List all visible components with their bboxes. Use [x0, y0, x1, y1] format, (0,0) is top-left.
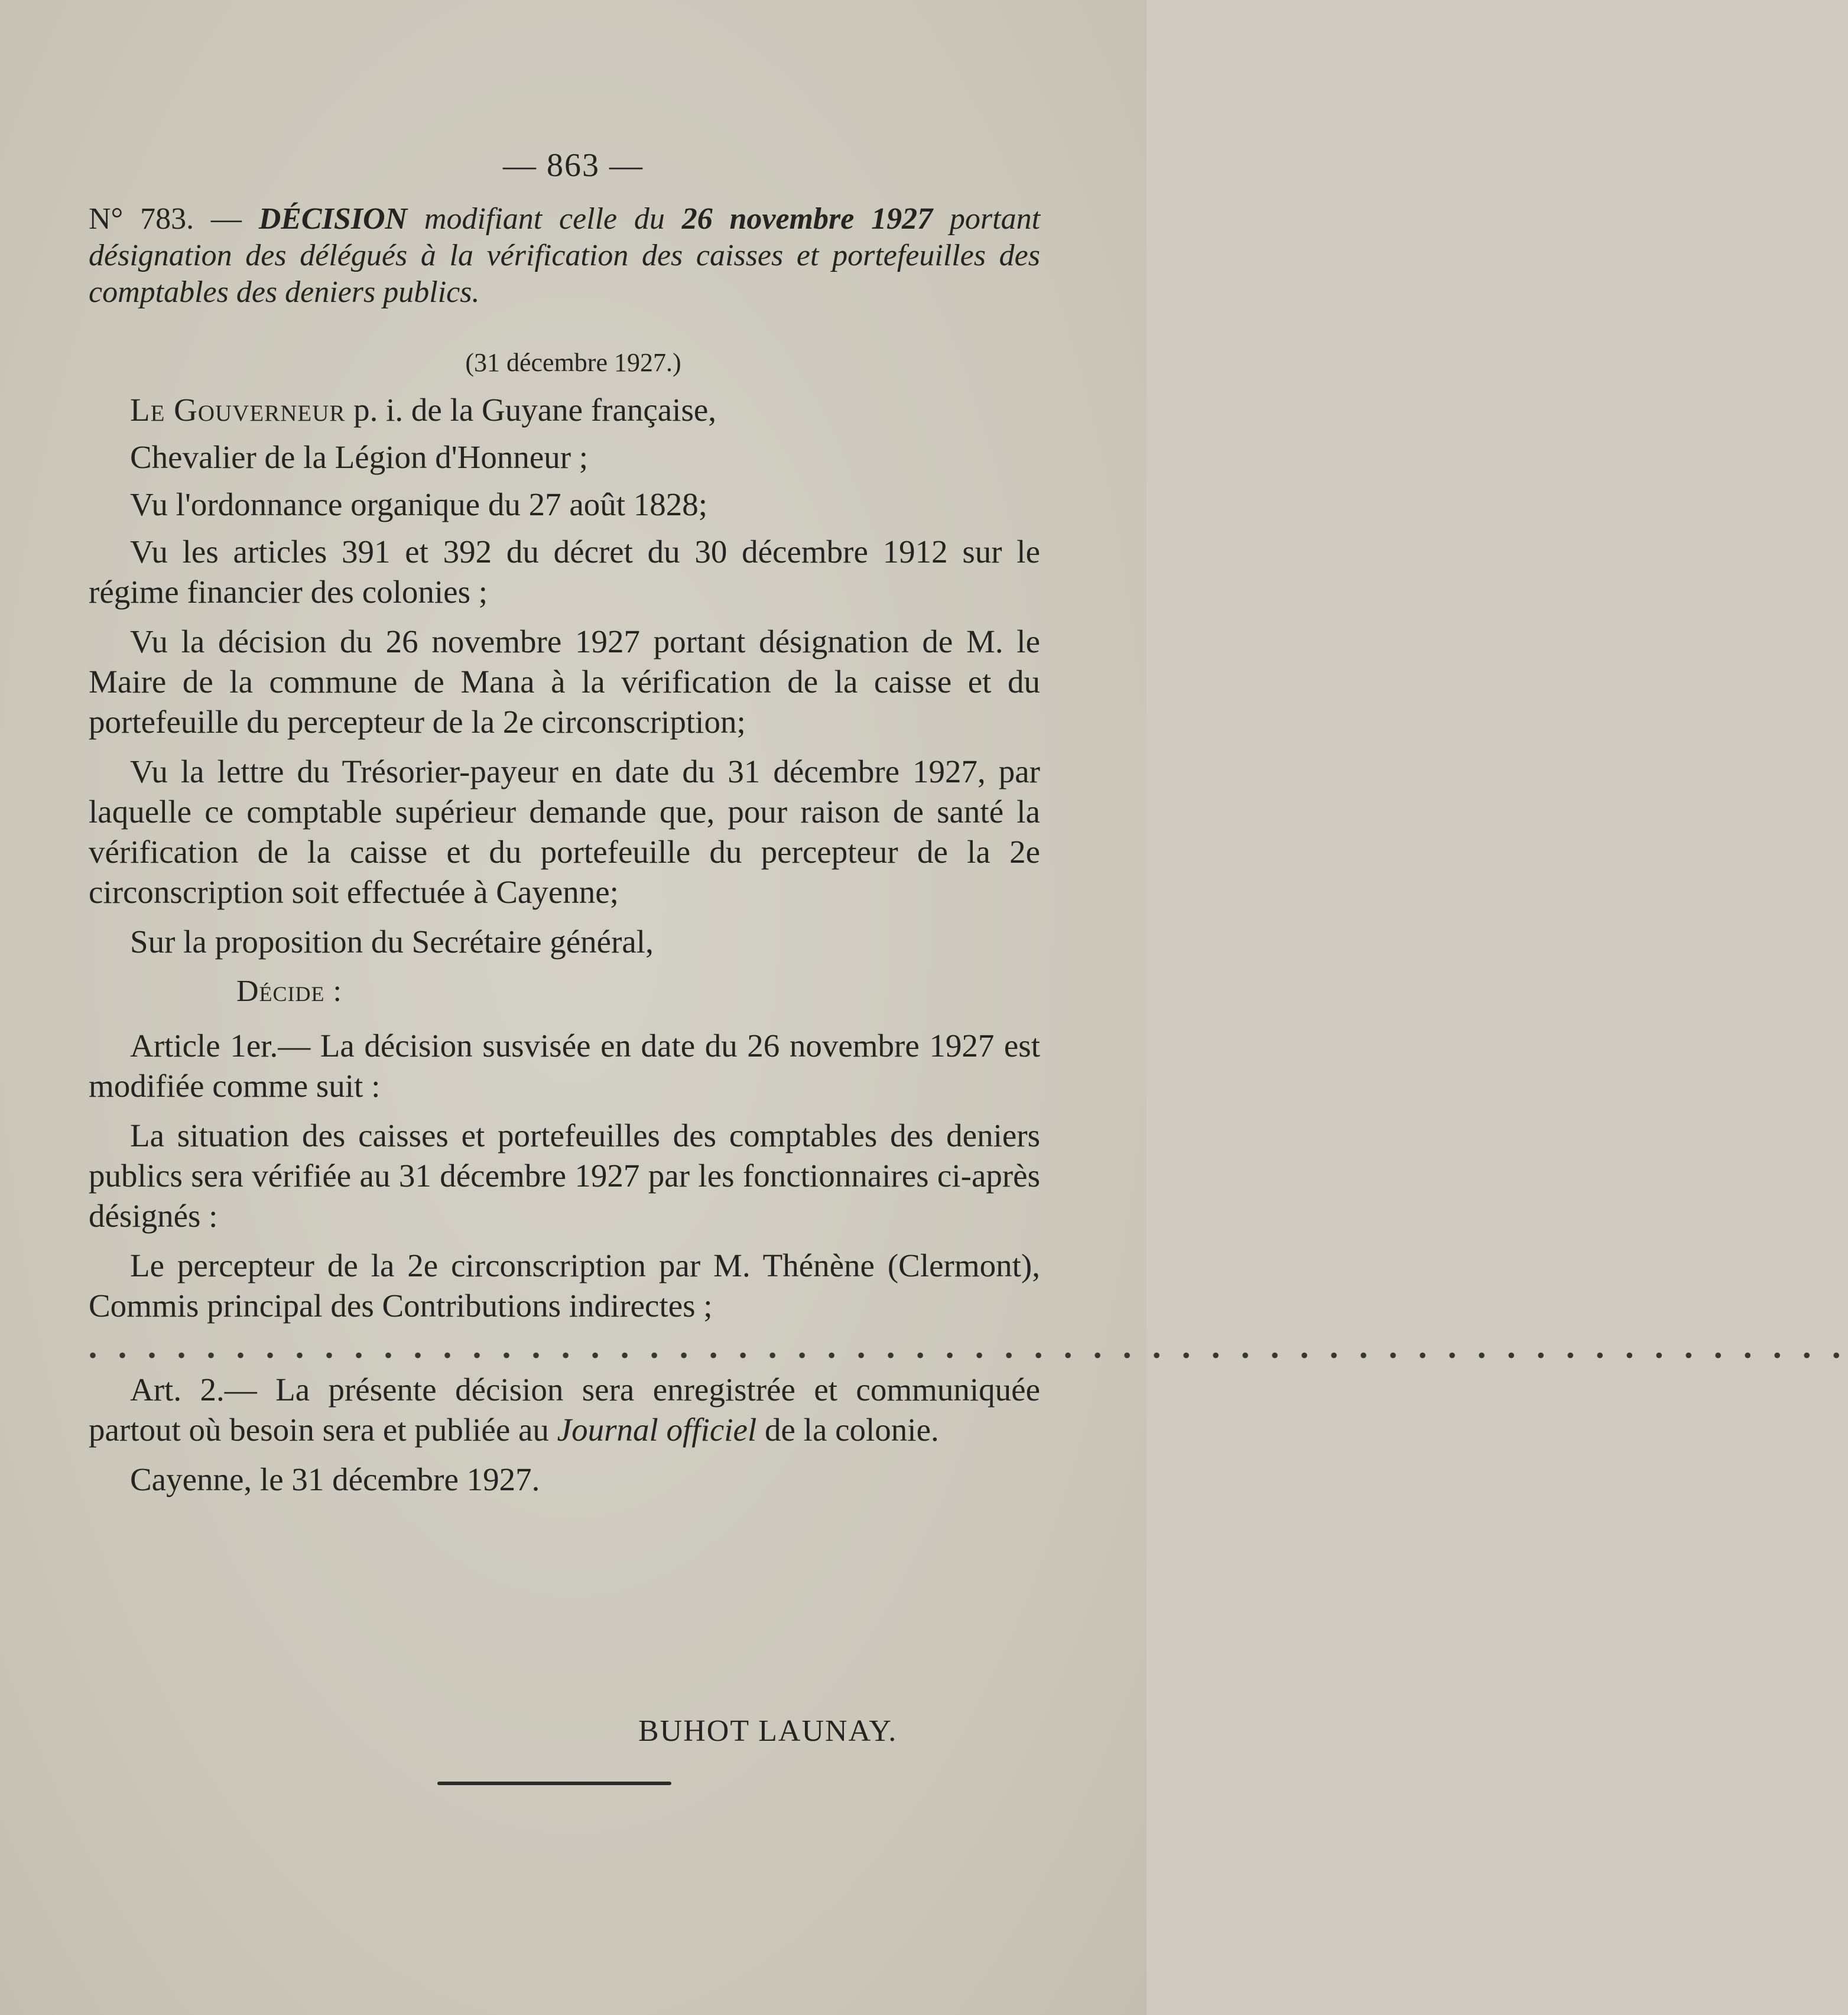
journal-officiel: Journal officiel [557, 1412, 757, 1448]
decision-subtitle: portant désignation des délégués à la vérification des caisses et portefeuilles des comptables des deniers publics. [89, 202, 1041, 309]
governor-line [89, 390, 1040, 430]
decision-heading [89, 201, 1040, 311]
proposition-line: Sur la proposition du Secrétaire général, [130, 924, 654, 960]
signature: BUHOT LAUNAY. [638, 1714, 898, 1748]
decision-date: (31 décembre 1927.) [465, 348, 681, 377]
situation-paragraph: La situation des caisses et portefeuilles des comptables des deniers publics sera vérifiée au 31 décembre 1927 par les fonctionnaires ci-après désignés : [89, 1117, 1040, 1234]
article-1-label: Article 1er.— [130, 1028, 311, 1064]
article-2-text: La présente décision sera enregistrée et communiquée partout où besoin sera et publiée au [89, 1372, 1040, 1448]
article-1 [89, 1026, 1040, 1106]
vu-ordonnance: Vu l'ordonnance organique du 27 août 1828; [130, 486, 708, 522]
decision-number: N° 783. — [89, 202, 242, 236]
decision-body [89, 390, 1848, 1509]
percepteur-paragraph: Le percepteur de la 2e circonscription par M. Thénène (Clermont), Commis principal des Contributions indirectes ; [89, 1247, 1040, 1324]
bottom-rule [437, 1782, 671, 1785]
governor-rest: p. i. de la Guyane française, [353, 392, 717, 428]
decision-title-rest: modifiant celle du [424, 202, 665, 236]
article-2 [89, 1370, 1040, 1450]
chevalier-line: Chevalier de la Légion d'Honneur ; [130, 439, 589, 475]
decision-title-date: 26 novembre 1927 [681, 202, 933, 236]
article-2-end: de la colonie. [765, 1412, 939, 1448]
article-2-label: Art. 2.— [130, 1372, 257, 1408]
closing-line: Cayenne, le 31 décembre 1927. [130, 1461, 540, 1497]
governor-title: Le Gouverneur [130, 392, 346, 428]
page-number: — 863 — [503, 147, 644, 184]
vu-articles: Vu les articles 391 et 392 du décret du 30 décembre 1912 sur le régime financier des colonies ; [89, 534, 1040, 610]
decision-title: DÉCISION [258, 202, 408, 236]
vu-lettre: Vu la lettre du Trésorier-payeur en date du 31 décembre 1927, par laquelle ce comptable supérieur demande que, pour raison de santé la vérification de la caisse et du portefeuille du percepteur de la 2e circonscription soit effectuée à Cayenne; [89, 753, 1040, 910]
decide-heading: Décide : [236, 974, 342, 1008]
dotted-separator: • • • • • • • • • • • • • • • • • • • • • • • • • • • • • • • • • • • • • • • • • • • • • • • • • • • • • • • • • • • • [89, 1342, 1848, 1369]
article-1-text: La décision susvisée en date du 26 novembre 1927 est modifiée comme suit : [89, 1028, 1040, 1104]
vu-decision: Vu la décision du 26 novembre 1927 portant désignation de M. le Maire de la commune de Mana à la vérification de la caisse et du portefeuille du percepteur de la 2e circonscription; [89, 623, 1040, 740]
